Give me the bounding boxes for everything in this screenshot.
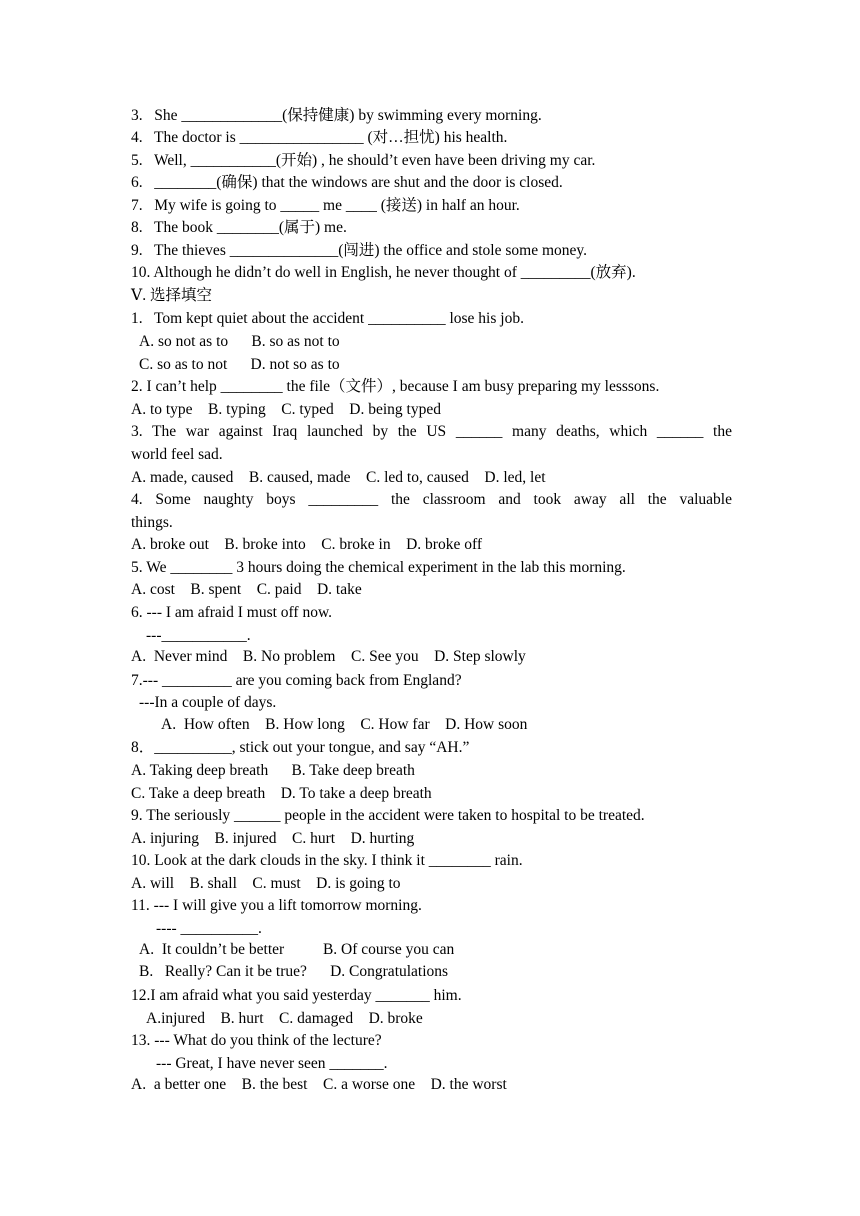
question-line-continuation: things. <box>131 514 173 531</box>
options-line: B. Really? Can it be true? D. Congratulations <box>139 963 449 980</box>
options-line: A. a better one B. the best C. a worse one D. the worst <box>131 1076 507 1093</box>
question-line-continuation: world feel sad. <box>131 446 223 463</box>
question-line: 4. Some naughty boys _________ the classroom and took away all the valuable <box>131 491 732 508</box>
options-line: A. It couldn’t be better B. Of course you can <box>139 941 455 958</box>
options-line: A. made, caused B. caused, made C. led to, caused D. led, let <box>131 469 546 486</box>
exercise-line: 5. Well, ___________(开始) , he should’t even have been driving my car. <box>131 152 596 169</box>
question-line: 1. Tom kept quiet about the accident __________ lose his job. <box>131 310 524 327</box>
question-line: 11. --- I will give you a lift tomorrow morning. <box>131 897 422 914</box>
options-line: A. Never mind B. No problem C. See you D. Step slowly <box>131 648 526 665</box>
exercise-line: 6. ________(确保) that the windows are shut and the door is closed. <box>131 174 563 191</box>
question-line: 7.--- _________ are you coming back from England? <box>131 672 462 689</box>
question-line: 6. --- I am afraid I must off now. <box>131 604 333 621</box>
options-line: C. Take a deep breath D. To take a deep breath <box>131 785 432 802</box>
options-line: A. to type B. typing C. typed D. being typed <box>131 401 441 418</box>
question-line: 9. The seriously ______ people in the accident were taken to hospital to be treated. <box>131 807 645 824</box>
question-line: 12.I am afraid what you said yesterday _______ him. <box>131 987 462 1004</box>
options-line: A.injured B. hurt C. damaged D. broke <box>146 1010 423 1027</box>
options-line: A. injuring B. injured C. hurt D. hurting <box>131 830 415 847</box>
options-line: A. broke out B. broke into C. broke in D. broke off <box>131 536 482 553</box>
exercise-line: 9. The thieves ______________(闯进) the office and stole some money. <box>131 242 588 259</box>
options-line: A. How often B. How long C. How far D. How soon <box>161 716 528 733</box>
options-line: C. so as to not D. not so as to <box>139 356 340 373</box>
options-line: A. will B. shall C. must D. is going to <box>131 875 401 892</box>
section-heading: Ⅴ. 选择填空 <box>131 287 212 304</box>
options-line: A. so not as to B. so as not to <box>139 333 340 350</box>
dialogue-line: --- Great, I have never seen _______. <box>156 1055 388 1072</box>
dialogue-line: ---___________. <box>146 627 251 644</box>
question-line: 13. --- What do you think of the lecture? <box>131 1032 382 1049</box>
question-line: 8．__________, stick out your tongue, and say “AH.” <box>131 739 470 756</box>
question-line: 2. I can’t help ________ the file（文件）, because I am busy preparing my lesssons. <box>131 378 660 395</box>
exercise-line: 10. Although he didn’t do well in English, he never thought of _________(放弃). <box>131 264 636 281</box>
dialogue-line: ---In a couple of days. <box>139 694 277 711</box>
exercise-line: 7. My wife is going to _____ me ____ (接送) in half an hour. <box>131 197 520 214</box>
exercise-line: 4. The doctor is ________________ (对…担忧) his health. <box>131 129 508 146</box>
question-line: 10. Look at the dark clouds in the sky. I think it ________ rain. <box>131 852 523 869</box>
exercise-line: 8. The book ________(属于) me. <box>131 219 347 236</box>
exercise-line: 3. She _____________(保持健康) by swimming every morning. <box>131 107 542 124</box>
question-line: 3. The war against Iraq launched by the US ______ many deaths, which ______ the <box>131 423 732 440</box>
question-line: 5. We ________ 3 hours doing the chemical experiment in the lab this morning. <box>131 559 626 576</box>
options-line: A. cost B. spent C. paid D. take <box>131 581 362 598</box>
options-line: A. Taking deep breath B. Take deep breath <box>131 762 415 779</box>
dialogue-line: ---- __________. <box>156 920 262 937</box>
